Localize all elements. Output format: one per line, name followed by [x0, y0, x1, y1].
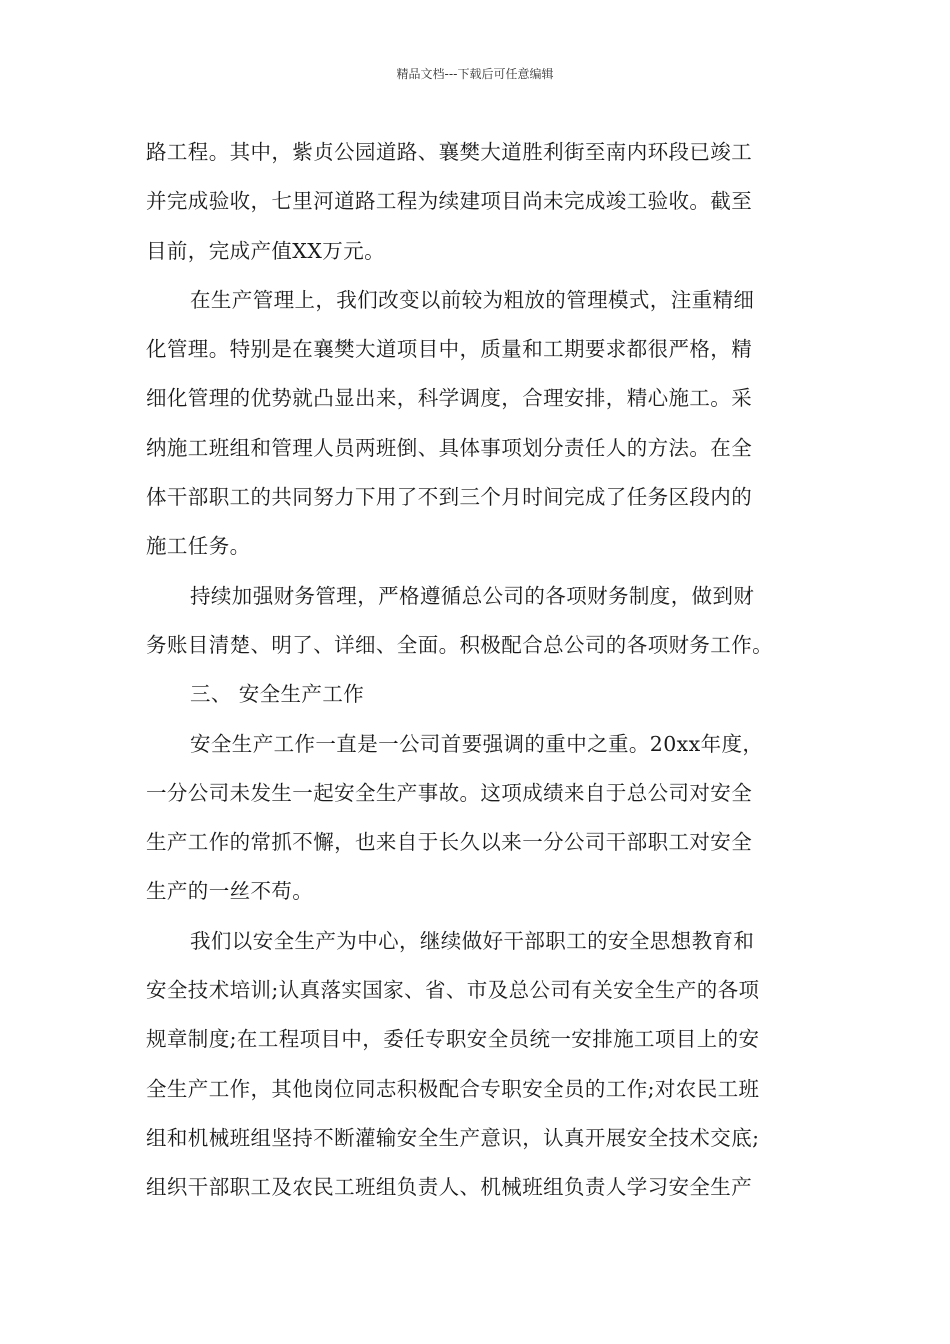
- text-line: 纳施工班组和管理人员两班倒、具体事项划分责任人的方法。在全: [146, 435, 753, 460]
- document-body: [146, 128, 806, 1213]
- text-line: 生产的一丝不苟。: [146, 879, 314, 904]
- paragraph-start-line: 安全生产工作一直是一公司首要强调的重中之重。20xx年度，: [190, 731, 764, 756]
- paragraph-start-line: 在生产管理上，我们改变以前较为粗放的管理模式，注重精细: [190, 287, 755, 312]
- text-line: 施工任务。: [146, 534, 251, 559]
- paragraph-start-line: 持续加强财务管理，严格遵循总公司的各项财务制度，做到财: [190, 583, 755, 608]
- page-header: 精品文档---下载后可任意编辑: [396, 67, 554, 81]
- section-heading: 三、 安全生产工作: [190, 682, 365, 707]
- text-line: 路工程。其中，紫贞公园道路、襄樊大道胜利街至南内环段已竣工: [146, 140, 753, 164]
- text-line: 体干部职工的共同努力下用了不到三个月时间完成了任务区段内的: [146, 485, 753, 510]
- text-line: 生产工作的常抓不懈，也来自于长久以来一分公司干部职工对安全: [146, 830, 753, 855]
- text-line: 务账目清楚、明了、详细、全面。积极配合总公司的各项财务工作。: [146, 632, 773, 657]
- text-line: 规章制度;在工程项目中，委任专职安全员统一安排施工项目上的安: [146, 1027, 760, 1052]
- text-line: 并完成验收，七里河道路工程为续建项目尚未完成竣工验收。截至: [146, 189, 753, 214]
- text-line: 细化管理的优势就凸显出来，科学调度，合理安排，精心施工。采: [146, 386, 753, 411]
- text-line: 一分公司未发生一起安全生产事故。这项成绩来自于总公司对安全: [146, 780, 753, 805]
- text-line: 全生产工作，其他岗位同志积极配合专职安全员的工作;对农民工班: [146, 1076, 760, 1101]
- text-line: 化管理。特别是在襄樊大道项目中，质量和工期要求都很严格，精: [146, 337, 753, 362]
- text-line: 组和机械班组坚持不断灌输安全生产意识，认真开展安全技术交底;: [146, 1125, 760, 1150]
- text-line: 安全技术培训;认真落实国家、省、市及总公司有关安全生产的各项: [146, 978, 760, 1003]
- text-line: 组织干部职工及农民工班组负责人、机械班组负责人学习安全生产: [146, 1175, 753, 1200]
- text-line: 目前，完成产值XX万元。: [146, 238, 385, 263]
- paragraph-start-line: 我们以安全生产为中心，继续做好干部职工的安全思想教育和: [190, 928, 755, 953]
